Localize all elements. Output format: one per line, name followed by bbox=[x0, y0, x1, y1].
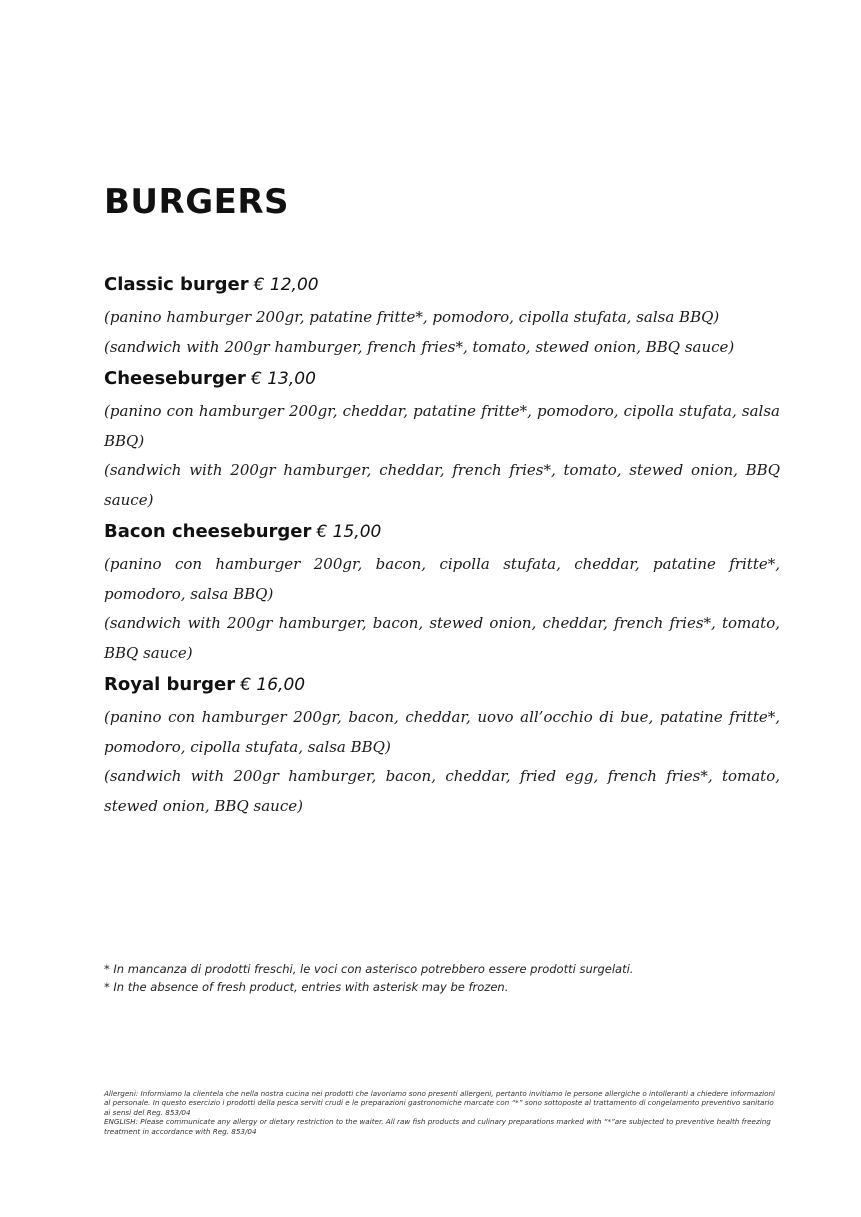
menu-item-description-en: (sandwich with 200gr hamburger, cheddar, french fries*, tomato, stewed onion, BBQ sauce) bbox=[104, 461, 780, 509]
menu-item-name: Classic burger bbox=[104, 274, 249, 295]
allergen-notice-en: ENGLISH: Please communicate any allergy or dietary restriction to the waiter. All raw fish products and culinary preparations marked with “*”are subjected to preventive health freezing treatment in accordance with Reg. 853/04 bbox=[104, 1117, 771, 1136]
menu-item-price: € 12,00 bbox=[253, 275, 319, 295]
menu-item-header bbox=[104, 270, 780, 300]
menu-item-description-it: (panino con hamburger 200gr, cheddar, patatine fritte*, pomodoro, cipolla stufata, salsa BBQ) bbox=[104, 402, 780, 450]
page-title: BURGERS bbox=[104, 182, 290, 222]
menu-item-description-it: (panino con hamburger 200gr, bacon, cheddar, uovo all’occhio di bue, patatine fritte*, pomodoro, cipolla stufata, salsa BBQ) bbox=[104, 708, 780, 756]
menu-item-header bbox=[104, 517, 780, 547]
menu-item-header bbox=[104, 364, 780, 394]
menu-item-description-it: (panino hamburger 200gr, patatine fritte*, pomodoro, cipolla stufata, salsa BBQ) bbox=[104, 308, 720, 326]
menu-item-name: Bacon cheeseburger bbox=[104, 521, 312, 542]
menu-item-description-en: (sandwich with 200gr hamburger, french fries*, tomato, stewed onion, BBQ sauce) bbox=[104, 337, 735, 356]
menu-item-royal-burger bbox=[104, 670, 780, 821]
menu-item-name: Cheeseburger bbox=[104, 368, 246, 389]
frozen-products-footnote bbox=[104, 960, 784, 996]
menu-item-price: € 15,00 bbox=[316, 522, 382, 542]
menu-item-description-it: (panino con hamburger 200gr, bacon, cipolla stufata, cheddar, patatine fritte*, pomodoro, salsa BBQ) bbox=[104, 555, 780, 603]
menu-item-price: € 13,00 bbox=[251, 369, 316, 389]
menu-item-bacon-cheeseburger bbox=[104, 517, 780, 668]
allergen-notice bbox=[104, 1089, 780, 1136]
allergen-notice-it: Allergeni: Informiamo la clientela che nella nostra cucina nei prodotti che lavoriamo sono presenti allergeni, pertanto invitiamo le persone allergiche o intolleranti a chiedere informazioni al personale. In questo esercizio i prodotti della pesca serviti crudi e le preparazioni gastronomiche marcate con “*” sono sottoposte al trattamento di congelamento preventivo sanitario ai sensi del Reg. 853/04 bbox=[104, 1089, 776, 1117]
menu-list bbox=[104, 270, 780, 821]
menu-item-price: € 16,00 bbox=[240, 675, 306, 695]
menu-item-classic-burger bbox=[104, 270, 780, 362]
menu-item-header bbox=[104, 670, 780, 700]
footnote-en: * In the absence of fresh product, entries with asterisk may be frozen. bbox=[104, 980, 509, 994]
menu-item-cheeseburger bbox=[104, 364, 780, 515]
footnote-it: * In mancanza di prodotti freschi, le voci con asterisco potrebbero essere prodotti surgelati. bbox=[104, 962, 634, 976]
menu-item-name: Royal burger bbox=[104, 674, 236, 695]
menu-item-description-en: (sandwich with 200gr hamburger, bacon, stewed onion, cheddar, french fries*, tomato, BBQ sauce) bbox=[104, 614, 780, 662]
menu-item-description-en: (sandwich with 200gr hamburger, bacon, cheddar, fried egg, french fries*, tomato, stewed onion, BBQ sauce) bbox=[104, 767, 780, 815]
